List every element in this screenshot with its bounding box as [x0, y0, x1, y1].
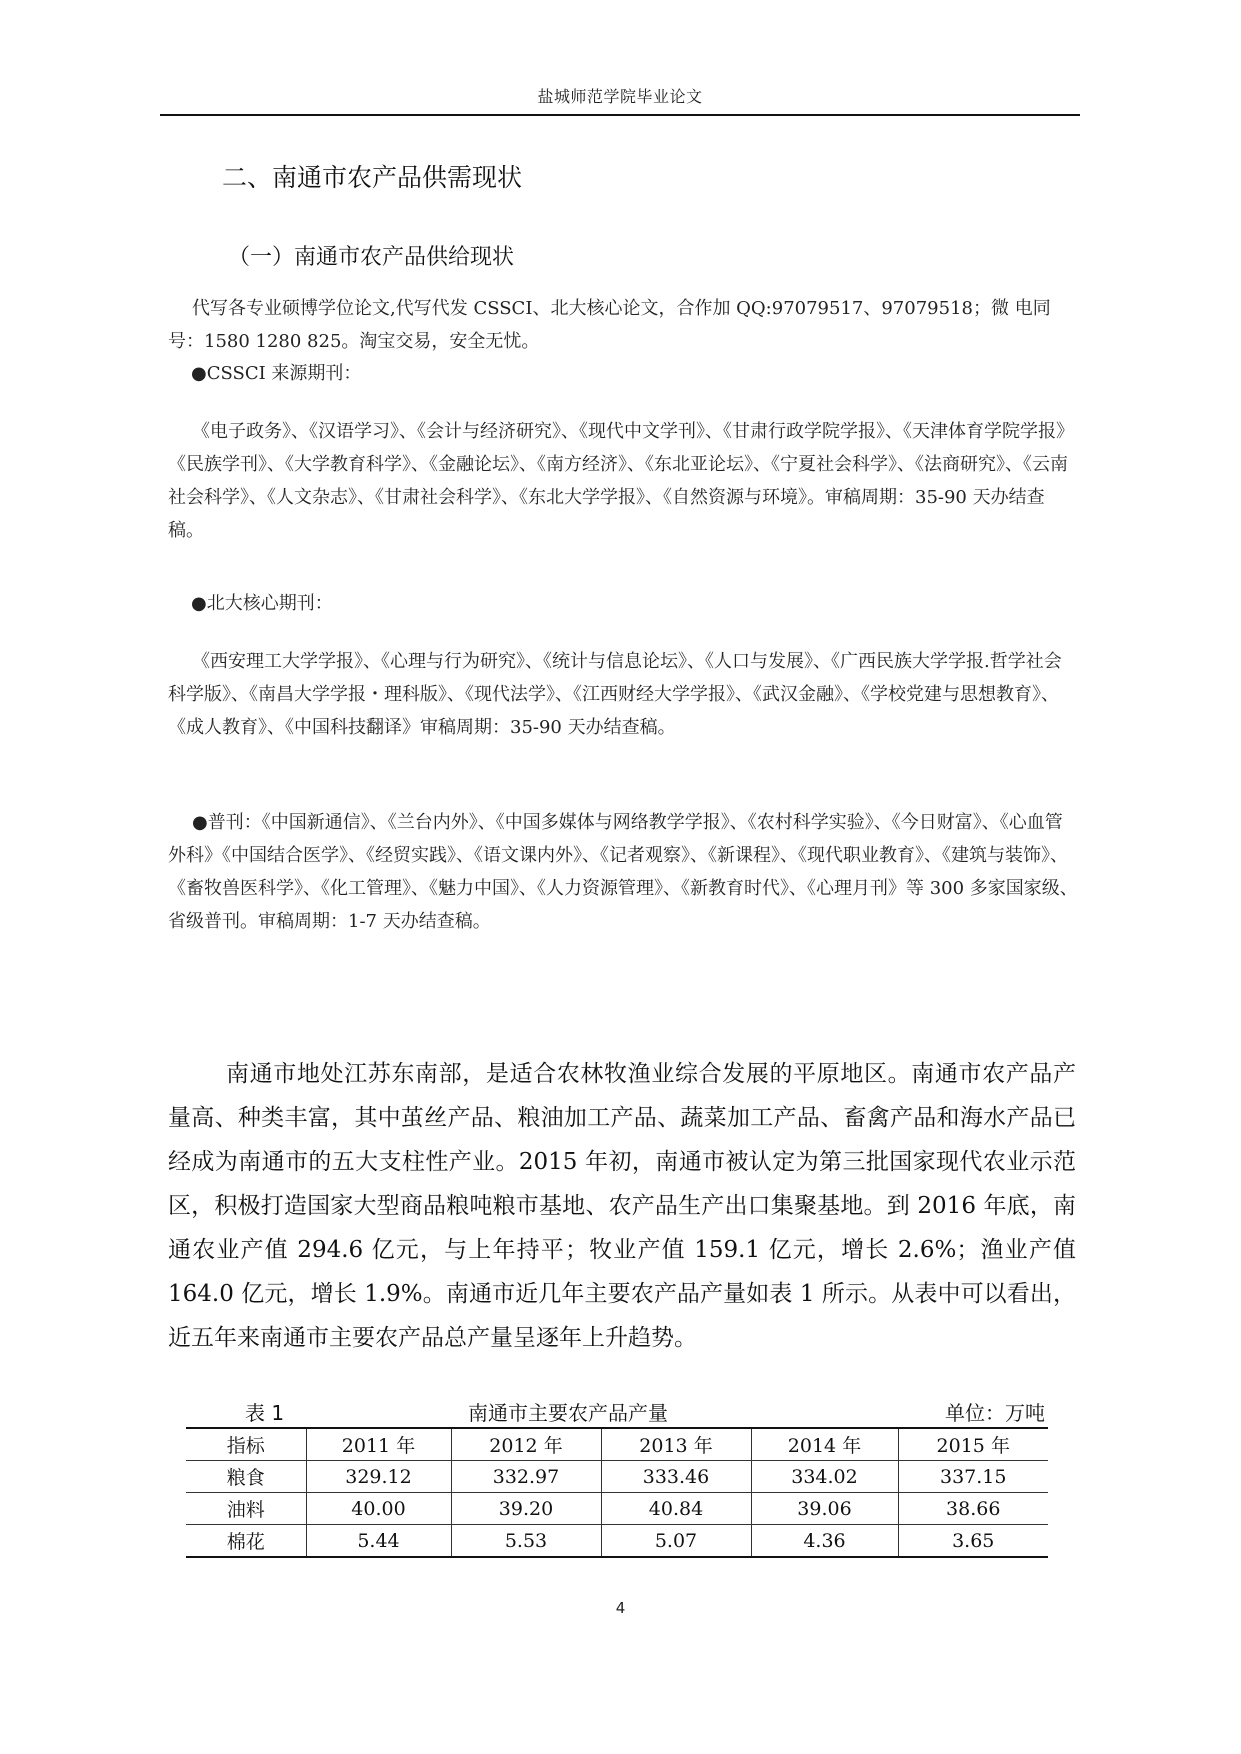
ad-intro: 代写各专业硕博学位论文,代写代发 CSSCI、北大核心论文，合作加 QQ:97079517、97079518；微 电同号：1580 1280 825。淘宝交易，安全无忧。 [168, 298, 1051, 352]
table-cell: 粮食 [186, 1461, 306, 1493]
subsection-heading: （一）南通市农产品供给现状 [228, 245, 515, 270]
table-label: 表 1 [245, 1401, 285, 1425]
table-row [186, 1493, 1048, 1525]
cssci-label: ●CSSCI 来源期刊： [191, 363, 362, 384]
table-cell: 39.20 [451, 1493, 601, 1525]
table-cell: 4.36 [751, 1525, 898, 1558]
table-cell: 3.65 [898, 1525, 1048, 1558]
table-cell: 334.02 [751, 1461, 898, 1493]
page-header: 盐城师范学院毕业论文 [537, 87, 703, 106]
table-header-row [186, 1428, 1048, 1461]
table-cell: 5.44 [306, 1525, 451, 1558]
table-caption [185, 1397, 1045, 1427]
table-cell: 40.00 [306, 1493, 451, 1525]
pku-journal-list: 《西安理工大学学报》、《心理与行为研究》、《统计与信息论坛》、《人口与发展》、《广西民族大学学报.哲学社会科学版》、《南昌大学学报・理科版》、《现代法学》、《江西财经大学学报》、《武汉金融》、《学校党建与思想教育》、《成人教育》、《中国科技翻译》审稿周期：35-90 天办结查稿。 [168, 651, 1062, 738]
table-cell: 5.07 [601, 1525, 751, 1558]
body-paragraph: 南通市地处江苏东南部，是适合农林牧渔业综合发展的平原地区。南通市农产品产量高、种类丰富，其中茧丝产品、粮油加工产品、蔬菜加工产品、畜禽产品和海水产品已经成为南通市的五大支柱性产业。2015 年初，南通市被认定为第三批国家现代农业示范区，积极打造国家大型商品粮吨粮市基地、农产品生产出口集聚基地。到 2016 年底，南通农业产值 294.6 亿元，与上年持平；牧业产值 159.1 亿元，增长 2.6%；渔业产值 164.0 亿元，增长 1.9%。南通市近几年主要农产品产量如表 1 所示。从表中可以看出，近五年来南通市主要农产品总产量呈逐年上升趋势。 [168, 1061, 1076, 1351]
table-header-cell: 2012 年 [451, 1428, 601, 1461]
table-cell: 332.97 [451, 1461, 601, 1493]
table-header-cell: 指标 [186, 1428, 306, 1461]
table-row [186, 1525, 1048, 1558]
table-unit: 单位：万吨 [945, 1401, 1045, 1425]
section-heading: 二、南通市农产品供需现状 [222, 163, 523, 192]
table-header-cell: 2013 年 [601, 1428, 751, 1461]
table-cell: 油料 [186, 1493, 306, 1525]
header-rule [160, 114, 1080, 116]
table-cell: 40.84 [601, 1493, 751, 1525]
production-table [186, 1427, 1048, 1558]
table-cell: 39.06 [751, 1493, 898, 1525]
cssci-journal-list: 《电子政务》、《汉语学习》、《会计与经济研究》、《现代中文学刊》、《甘肃行政学院学报》、《天津体育学院学报》《民族学刊》、《大学教育科学》、《金融论坛》、《南方经济》、《东北亚论坛》、《宁夏社会科学》、《法商研究》、《云南社会科学》、《人文杂志》、《甘肃社会科学》、《东北大学学报》、《自然资源与环境》。审稿周期：35-90 天办结查稿。 [168, 421, 1074, 541]
table-cell: 5.53 [451, 1525, 601, 1558]
table-cell: 337.15 [898, 1461, 1048, 1493]
table-row [186, 1461, 1048, 1493]
table-cell: 棉花 [186, 1525, 306, 1558]
table-title: 南通市主要农产品产量 [468, 1401, 668, 1425]
table-header-cell: 2011 年 [306, 1428, 451, 1461]
table-header-cell: 2015 年 [898, 1428, 1048, 1461]
page-number: 4 [615, 1599, 626, 1617]
pku-label: ●北大核心期刊： [191, 593, 333, 614]
general-journal-list: ●普刊：《中国新通信》、《兰台内外》、《中国多媒体与网络教学学报》、《农村科学实验》、《今日财富》、《心血管外科》《中国结合医学》、《经贸实践》、《语文课内外》、《记者观察》、《新课程》、《现代职业教育》、《建筑与装饰》、《畜牧兽医科学》、《化工管理》、《魅力中国》、《人力资源管理》、《新教育时代》、《心理月刊》等 300 多家国家级、省级普刊。审稿周期：1-7 天办结查稿。 [168, 812, 1078, 932]
table-header-cell: 2014 年 [751, 1428, 898, 1461]
table-cell: 329.12 [306, 1461, 451, 1493]
table-cell: 333.46 [601, 1461, 751, 1493]
table-cell: 38.66 [898, 1493, 1048, 1525]
